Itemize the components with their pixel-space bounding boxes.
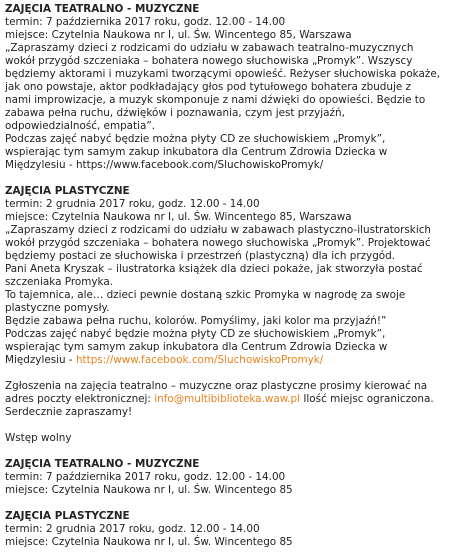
registration-email-line xyxy=(5,393,460,406)
summary-miejsce: miejsce: Czytelnia Naukowa nr I, ul. Św. Wincentego 85 xyxy=(5,536,293,548)
section-art xyxy=(5,185,460,367)
description-line: szczeniaka Promyka. xyxy=(5,276,114,288)
email-prefix: adres poczty elektronicznej: xyxy=(5,393,155,405)
email-suffix: Ilość miejsc ograniczona. xyxy=(300,393,434,405)
description-line: plastyczne pomysły. xyxy=(5,302,110,314)
registration-line: Zgłoszenia na zajęcia teatralno – muzyczne oraz plastyczne prosimy kierować na xyxy=(5,380,428,392)
description-line: wokół przygód szczeniaka – bohatera nowego słuchowiska „Promyk”. Wszyscy xyxy=(5,55,413,67)
facebook-link-line xyxy=(5,354,460,367)
cd-info-line: Podczas zajęć nabyć będzie można płyty CD ze słuchowiskiem „Promyk”, xyxy=(5,328,386,340)
section-theatre-music xyxy=(5,3,460,172)
link-prefix: Międzylesiu - xyxy=(5,354,76,366)
section-termin: termin: 7 października 2017 roku, godz. 12.00 - 14.00 xyxy=(5,16,286,28)
cd-info-line: wspierając tym samym zakup inkubatora dla Centrum Zdrowia Dziecka w xyxy=(5,341,388,353)
entry-free-text: Wstęp wolny xyxy=(5,432,72,444)
section-heading: ZAJĘCIA PLASTYCZNE xyxy=(5,185,130,197)
section-termin: termin: 2 grudnia 2017 roku, godz. 12.00 - 14.00 xyxy=(5,198,260,210)
summary-theatre-music xyxy=(5,458,460,497)
facebook-link[interactable]: https://www.facebook.com/SluchowiskoPromyk/ xyxy=(75,354,324,366)
invitation-line: Serdecznie zapraszamy! xyxy=(5,406,133,418)
cd-info-line: Podczas zajęć nabyć będzie można płyty CD ze słuchowiskiem „Promyk”, xyxy=(5,133,386,145)
description-line: Pani Aneta Kryszak – ilustratorka książek dla dzieci pokaże, jak stworzyła postać xyxy=(5,263,423,275)
description-line: „Zapraszamy dzieci z rodzicami do udziału w zabawach plastyczno-ilustratorskich xyxy=(5,224,432,236)
description-line: będziemy postaci ze słuchowiska i przestrzeń (plastyczną) dla ich przygód. xyxy=(5,250,396,262)
summary-termin: termin: 7 października 2017 roku, godz. 12.00 - 14.00 xyxy=(5,471,286,483)
summary-miejsce: miejsce: Czytelnia Naukowa nr I, ul. Św. Wincentego 85 xyxy=(5,484,293,496)
description-line: zabawa pełna ruchu, dźwięków i poznawania, czym jest przyjaźń, xyxy=(5,107,345,119)
description-line: Będzie zabawa pełna ruchu, kolorów. Pomyślimy, jaki kolor ma przyjaźń!” xyxy=(5,315,387,327)
section-miejsce: miejsce: Czytelnia Naukowa nr I, ul. Św. Wincentego 85, Warszawa xyxy=(5,211,352,223)
description-line: jak ono powstaje, aktor podkładający głos pod tytułowego bohatera zbuduje z xyxy=(5,81,412,93)
description-line: będziemy aktorami i muzykami tworzącymi opowieść. Reżyser słuchowiska pokaże, xyxy=(5,68,441,80)
section-heading: ZAJĘCIA TEATRALNO - MUZYCZNE xyxy=(5,3,200,15)
registration-info xyxy=(5,380,460,419)
section-miejsce: miejsce: Czytelnia Naukowa nr I, ul. Św. Wincentego 85, Warszawa xyxy=(5,29,352,41)
email-link[interactable]: info@multibiblioteka.waw.pl xyxy=(154,393,301,405)
description-line: To tajemnica, ale… dzieci pewnie dostaną szkic Promyka w nagrodę za swoje xyxy=(5,289,406,301)
summary-heading: ZAJĘCIA PLASTYCZNE xyxy=(5,510,130,522)
description-line: wokół przygód szczeniaka – bohatera nowego słuchowiska „Promyk”. Projektować xyxy=(5,237,431,249)
summary-termin: termin: 2 grudnia 2017 roku, godz. 12.00 - 14.00 xyxy=(5,523,260,535)
cd-info-line: wspierając tym samym zakup inkubatora dla Centrum Zdrowia Dziecka w xyxy=(5,146,388,158)
summary-art xyxy=(5,510,460,549)
description-line: „Zapraszamy dzieci z rodzicami do udziału w zabawach teatralno-muzycznych xyxy=(5,42,414,54)
description-line: odpowiedzialność, empatia”. xyxy=(5,120,156,132)
summary-heading: ZAJĘCIA TEATRALNO - MUZYCZNE xyxy=(5,458,200,470)
facebook-link-line: Międzylesiu - https://www.facebook.com/SluchowiskoPromyk/ xyxy=(5,159,324,171)
description-line: nami improwizacje, a muzyk skomponuje z nami dźwięki do opowieści. Będzie to xyxy=(5,94,426,106)
